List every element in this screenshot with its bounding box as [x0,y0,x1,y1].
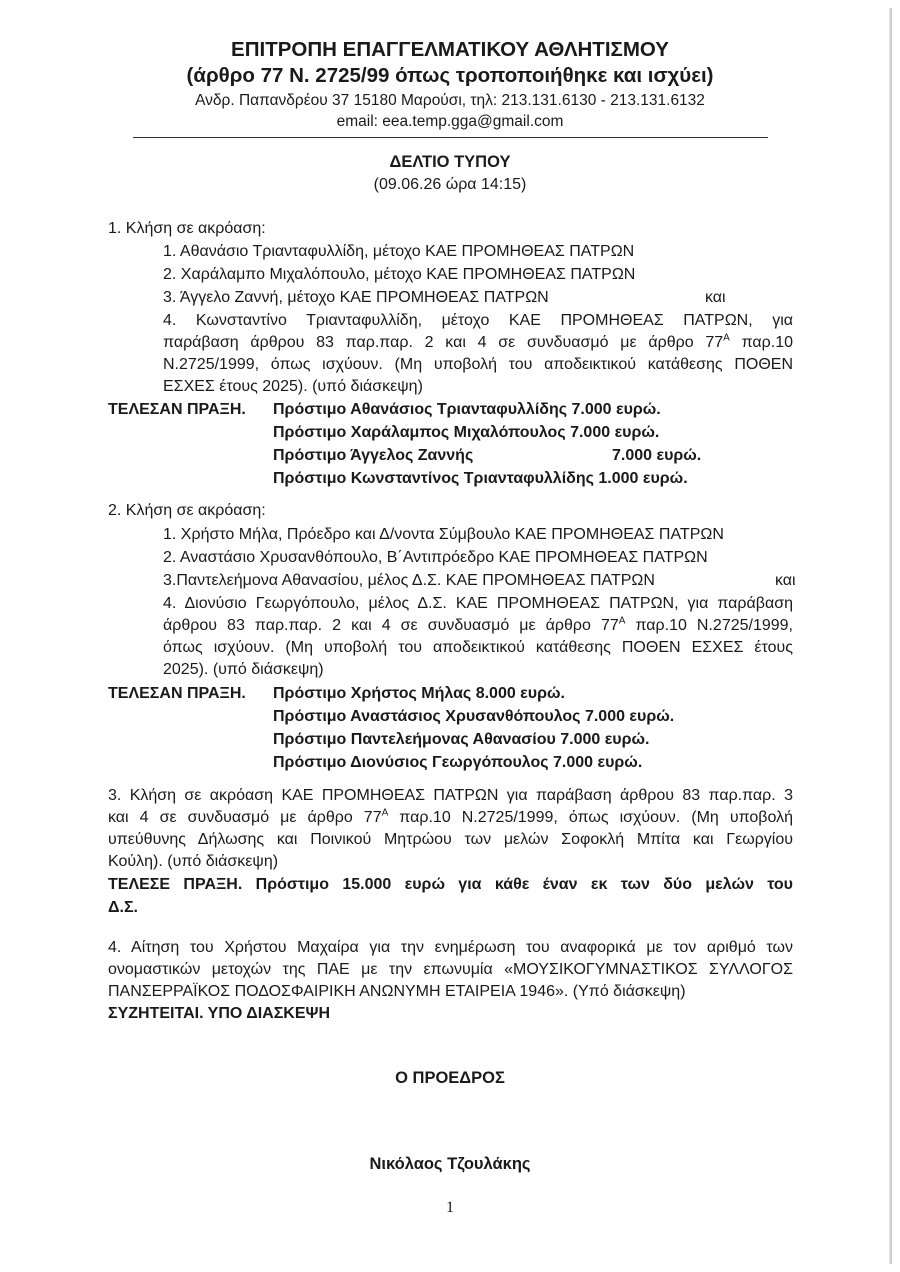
item3-line2: και 4 σε συνδυασμό με άρθρο $77^A$ παρ.10 Ν.2725/1999, όπως ισχύουν. (Μη υποβολή [108,807,793,826]
item1-person-4-line4: ΕΣΧΕΣ έτους 2025). (υπό διάσκεψη) [163,378,423,395]
item1-fine-3-name: Πρόστιμο Άγγελος Ζαννής [273,447,474,464]
item2-fine-1: Πρόστιμο Χρήστος Μήλας 8.000 ευρώ. [273,685,565,702]
item1-conjunction: και [705,289,726,306]
item2-person-1: 1. Χρήστο Μήλα, Πρόεδρο και Δ/νοντα Σύμβουλο ΚΑΕ ΠΡΟΜΗΘΕΑΣ ΠΑΤΡΩΝ [163,526,724,543]
item1-heading: 1. Κλήση σε ακρόαση: [108,220,266,237]
item4-line3: ΠΑΝΣΕΡΡΑΪΚΟΣ ΠΟΔΟΣΦΑΙΡΙΚΗ ΑΝΩΝΥΜΗ ΕΤΑΙΡΕΙΑ 1946». (Υπό διάσκεψη) [108,983,686,1000]
item2-conjunction: και [775,572,796,589]
page-number: 1 [446,1199,454,1216]
item1-person-4-line2: παράβαση άρθρου 83 παρ.παρ. 2 και 4 σε συνδυασμό με άρθρο $77^A$ παρ.10 [163,332,793,351]
item3-verdict-line2: Δ.Σ. [108,899,138,916]
item1-person-4-line3: Ν.2725/1999, όπως ισχύουν. (Μη υποβολή του αποδεικτικού κατάθεσης ΠΟΘΕΝ [163,356,793,373]
item2-person-4-line3: όπως ισχύουν. (Μη υποβολή του αποδεικτικού κατάθεσης ΠΟΘΕΝ ΕΣΧΕΣ έτους [163,639,793,656]
signatory-name: Νικόλαος Τζουλάκης [369,1155,531,1173]
item2-person-2: 2. Αναστάσιο Χρυσανθόπουλο, Β΄Αντιπρόεδρο ΚΑΕ ΠΡΟΜΗΘΕΑΣ ΠΑΤΡΩΝ [163,549,708,566]
item1-person-1: 1. Αθανάσιο Τριανταφυλλίδη, μέτοχο ΚΑΕ ΠΡΟΜΗΘΕΑΣ ΠΑΤΡΩΝ [163,243,635,260]
item2-fine-2: Πρόστιμο Αναστάσιος Χρυσανθόπουλος 7.000 ευρώ. [273,708,675,725]
item4-verdict: ΣΥΖΗΤΕΙΤΑΙ. ΥΠΟ ΔΙΑΣΚΕΨΗ [108,1005,331,1022]
item2-fine-3: Πρόστιμο Παντελεήμονας Αθανασίου 7.000 ευρώ. [273,731,650,748]
item2-person-4-line4: 2025). (υπό διάσκεψη) [163,661,324,678]
item3-verdict-line1: ΤΕΛΕΣΕ ΠΡΑΞΗ. Πρόστιμο 15.000 ευρώ για κάθε έναν εκ των δύο μελών του [108,876,793,893]
item3-line1: 3. Κλήση σε ακρόαση ΚΑΕ ΠΡΟΜΗΘΕΑΣ ΠΑΤΡΩΝ για παράβαση άρθρου 83 παρ.παρ. 3 [108,787,793,804]
item1-fine-1: Πρόστιμο Αθανάσιος Τριανταφυλλίδης 7.000 ευρώ. [273,401,661,418]
item4-line2: ονομαστικών μετοχών της ΠΑΕ με την επωνυμία «ΜΟΥΣΙΚΟΓΥΜΝΑΣΤΙΚΟΣ ΣΥΛΛΟΓΟΣ [108,961,793,978]
committee-title: ΕΠΙΤΡΟΠΗ ΕΠΑΓΓΕΛΜΑΤΙΚΟΥ ΑΘΛΗΤΙΣΜΟΥ [231,38,669,61]
item1-person-2: 2. Χαράλαμπο Μιχαλόπουλο, μέτοχο ΚΑΕ ΠΡΟΜΗΘΕΑΣ ΠΑΤΡΩΝ [163,266,636,283]
item1-fine-3-amount: 7.000 ευρώ. [612,447,702,464]
committee-address: Ανδρ. Παπανδρέου 37 15180 Μαρούσι, τηλ: 213.131.6130 - 213.131.6132 [195,92,705,109]
item2-person-3: 3.Παντελεήμονα Αθανασίου, μέλος Δ.Σ. ΚΑΕ ΠΡΟΜΗΘΕΑΣ ΠΑΤΡΩΝ [163,572,655,589]
item2-fine-4: Πρόστιμο Διονύσιος Γεωργόπουλος 7.000 ευρώ. [273,754,643,771]
press-release-title: ΔΕΛΤΙΟ ΤΥΠΟΥ [389,153,511,171]
item3-line4: Κούλη). (υπό διάσκεψη) [108,853,279,870]
committee-legal-basis: (άρθρο 77 Ν. 2725/99 όπως τροποποιήθηκε και ισχύει) [186,64,714,87]
signatory-role: Ο ΠΡΟΕΔΡΟΣ [395,1069,505,1087]
item1-fine-2: Πρόστιμο Χαράλαμπος Μιχαλόπουλος 7.000 ευρώ. [273,424,660,441]
item1-fine-4: Πρόστιμο Κωνσταντίνος Τριανταφυλλίδης 1.000 ευρώ. [273,470,688,487]
item1-person-4-line1: 4. Κωνσταντίνο Τριανταφυλλίδη, μέτοχο ΚΑΕ ΠΡΟΜΗΘΕΑΣ ΠΑΤΡΩΝ, για [163,312,793,329]
item2-verdict-label: ΤΕΛΕΣΑΝ ΠΡΑΞΗ. [108,685,246,702]
press-release-date: (09.06.26 ώρα 14:15) [373,176,527,193]
header-divider [133,137,768,138]
item2-person-4-line1: 4. Διονύσιο Γεωργόπουλο, μέλος Δ.Σ. ΚΑΕ ΠΡΟΜΗΘΕΑΣ ΠΑΤΡΩΝ, για παράβαση [163,595,793,612]
committee-email: email: eea.temp.gga@gmail.com [336,113,564,130]
item1-person-3: 3. Άγγελο Ζαννή, μέτοχο ΚΑΕ ΠΡΟΜΗΘΕΑΣ ΠΑΤΡΩΝ [163,289,549,306]
item2-person-4-line2: άρθρου 83 παρ.παρ. 2 και 4 σε συνδυασμό με άρθρο $77^A$ παρ.10 Ν.2725/1999, [163,615,794,634]
item2-heading: 2. Κλήση σε ακρόαση: [108,502,266,519]
item1-verdict-label: ΤΕΛΕΣΑΝ ΠΡΑΞΗ. [108,401,246,418]
item3-line3: υπεύθυνης Δήλωσης και Ποινικού Μητρώου των μελών Σοφοκλή Μπίτα και Γεωργίου [108,831,793,848]
item4-line1: 4. Αίτηση του Χρήστου Μαχαίρα για την ενημέρωση του αναφορικά με τον αριθμό των [108,939,793,956]
